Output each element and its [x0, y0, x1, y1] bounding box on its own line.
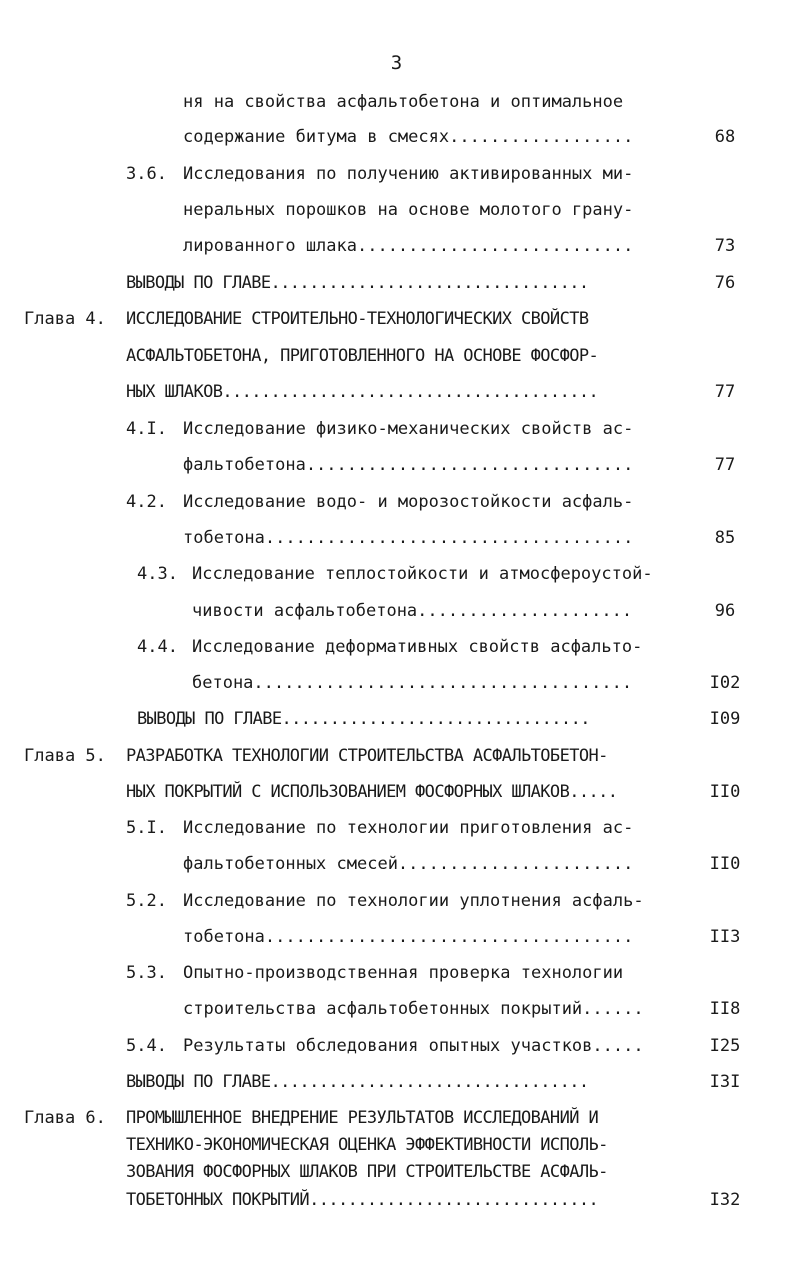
toc-entry-text: Исследование физико-механических свойств ас-	[183, 419, 634, 439]
toc-page-number: II0	[709, 854, 741, 874]
toc-entry-text: АСФАЛЬТОБЕТОНА, ПРИГОТОВЛЕННОГО НА ОСНОВЕ ФОСФОР-	[126, 346, 599, 366]
toc-page-number: I25	[709, 1036, 741, 1056]
toc-entry-text: ЗОВАНИЯ ФОСФОРНЫХ ШЛАКОВ ПРИ СТРОИТЕЛЬСТВЕ АСФАЛЬ-	[126, 1162, 608, 1182]
toc-line	[0, 598, 793, 624]
toc-entry-text: фальтобетонных смесей.......................	[183, 854, 634, 874]
toc-line	[0, 1187, 793, 1213]
toc-entry-text: неральных порошков на основе молотого грану-	[183, 200, 634, 220]
toc-line	[0, 924, 793, 950]
toc-line	[0, 489, 793, 515]
toc-line	[0, 960, 793, 986]
toc-line	[0, 1069, 793, 1095]
chapter-label: Глава 4.	[24, 309, 106, 329]
toc-entry-text: ПРОМЫШЛЕННОЕ ВНЕДРЕНИЕ РЕЗУЛЬТАТОВ ИССЛЕДОВАНИЙ И	[126, 1108, 599, 1128]
toc-line	[0, 815, 793, 841]
toc-page-number: I3I	[709, 1072, 741, 1092]
toc-line	[0, 670, 793, 696]
toc-line	[0, 996, 793, 1022]
toc-line	[0, 779, 793, 805]
toc-line	[0, 851, 793, 877]
toc-entry-text: ТЕХНИКО-ЭКОНОМИЧЕСКАЯ ОЦЕНКА ЭФФЕКТИВНОСТИ ИСПОЛЬ-	[126, 1135, 608, 1155]
toc-entry-text: Исследования по получению активированных ми-	[183, 164, 634, 184]
section-number: 4.2.	[126, 492, 167, 512]
section-number: 5.3.	[126, 963, 167, 983]
toc-line	[0, 89, 793, 115]
toc-line	[0, 888, 793, 914]
toc-entry-text: лированного шлака...........................	[183, 236, 634, 256]
toc-entry-text: Опытно-производственная проверка технологии	[183, 963, 624, 983]
toc-line	[0, 233, 793, 259]
toc-page-number: II8	[709, 999, 741, 1019]
toc-entry-text: содержание битума в смесях..................	[183, 127, 634, 147]
toc-entry-text: ВЫВОДЫ ПО ГЛАВЕ.................................	[126, 1072, 589, 1092]
toc-entry-text: чивости асфальтобетона.....................	[192, 601, 633, 621]
toc-entry-text: тобетона....................................	[183, 528, 634, 548]
toc-line	[0, 379, 793, 405]
toc-entry-text: Результаты обследования опытных участков.....	[183, 1036, 644, 1056]
toc-page-number: 77	[714, 455, 736, 475]
toc-line	[0, 525, 793, 551]
toc-line	[0, 452, 793, 478]
toc-entry-text: РАЗРАБОТКА ТЕХНОЛОГИИ СТРОИТЕЛЬСТВА АСФАЛЬТОБЕТОН-	[126, 746, 608, 766]
toc-page-number: I32	[709, 1190, 741, 1210]
toc-line	[0, 706, 793, 732]
toc-page-number: 68	[714, 127, 736, 147]
toc-line	[0, 1132, 793, 1158]
toc-page-number: II3	[709, 927, 741, 947]
toc-line	[0, 197, 793, 223]
page-number: 3	[390, 52, 403, 74]
toc-page-number: 73	[714, 236, 736, 256]
section-number: 4.3.	[137, 564, 178, 584]
section-number: 5.I.	[126, 818, 167, 838]
chapter-label: Глава 6.	[24, 1108, 106, 1128]
toc-page-number: I02	[709, 673, 741, 693]
toc-page-number: II0	[709, 782, 741, 802]
toc-entry-text: ня на свойства асфальтобетона и оптимальное	[183, 92, 624, 112]
toc-entry-text: Исследование по технологии приготовления ас-	[183, 818, 634, 838]
toc-entry-text: Исследование теплостойкости и атмосфероустой-	[192, 564, 653, 584]
toc-page-number: I09	[709, 709, 741, 729]
toc-entry-text: ТОБЕТОННЫХ ПОКРЫТИЙ..............................	[126, 1190, 599, 1210]
toc-entry-text: строительства асфальтобетонных покрытий......	[183, 999, 644, 1019]
toc-page-number: 76	[714, 273, 736, 293]
toc-entry-text: ИССЛЕДОВАНИЕ СТРОИТЕЛЬНО-ТЕХНОЛОГИЧЕСКИХ СВОЙСТВ	[126, 309, 589, 329]
toc-line	[0, 1033, 793, 1059]
toc-entry-text: фальтобетона................................	[183, 455, 634, 475]
toc-page-number: 96	[714, 601, 736, 621]
toc-entry-text: Исследование водо- и морозостойкости асфаль-	[183, 492, 634, 512]
section-number: 3.6.	[126, 164, 167, 184]
section-number: 4.I.	[126, 419, 167, 439]
toc-line	[0, 270, 793, 296]
chapter-label: Глава 5.	[24, 746, 106, 766]
toc-entry-text: тобетона....................................	[183, 927, 634, 947]
toc-line	[0, 306, 793, 332]
toc-line	[0, 743, 793, 769]
toc-entry-text: бетона.....................................	[192, 673, 633, 693]
toc-line	[0, 343, 793, 369]
toc-line	[0, 634, 793, 660]
toc-entry-text: ВЫВОДЫ ПО ГЛАВЕ.................................	[126, 273, 589, 293]
toc-line	[0, 161, 793, 187]
section-number: 5.4.	[126, 1036, 167, 1056]
toc-line	[0, 1159, 793, 1185]
toc-page-number: 85	[714, 528, 736, 548]
toc-entry-text: НЫХ ПОКРЫТИЙ С ИСПОЛЬЗОВАНИЕМ ФОСФОРНЫХ ШЛАКОВ.....	[126, 782, 618, 802]
toc-line	[0, 1105, 793, 1131]
section-number: 4.4.	[137, 637, 178, 657]
toc-line	[0, 124, 793, 150]
toc-entry-text: ВЫВОДЫ ПО ГЛАВЕ................................	[137, 709, 590, 729]
toc-page-number: 77	[714, 382, 736, 402]
toc-entry-text: Исследование деформативных свойств асфальто-	[192, 637, 643, 657]
toc-entry-text: Исследование по технологии уплотнения асфаль-	[183, 891, 644, 911]
section-number: 5.2.	[126, 891, 167, 911]
toc-entry-text: НЫХ ШЛАКОВ.......................................	[126, 382, 599, 402]
toc-line	[0, 561, 793, 587]
toc-line	[0, 416, 793, 442]
